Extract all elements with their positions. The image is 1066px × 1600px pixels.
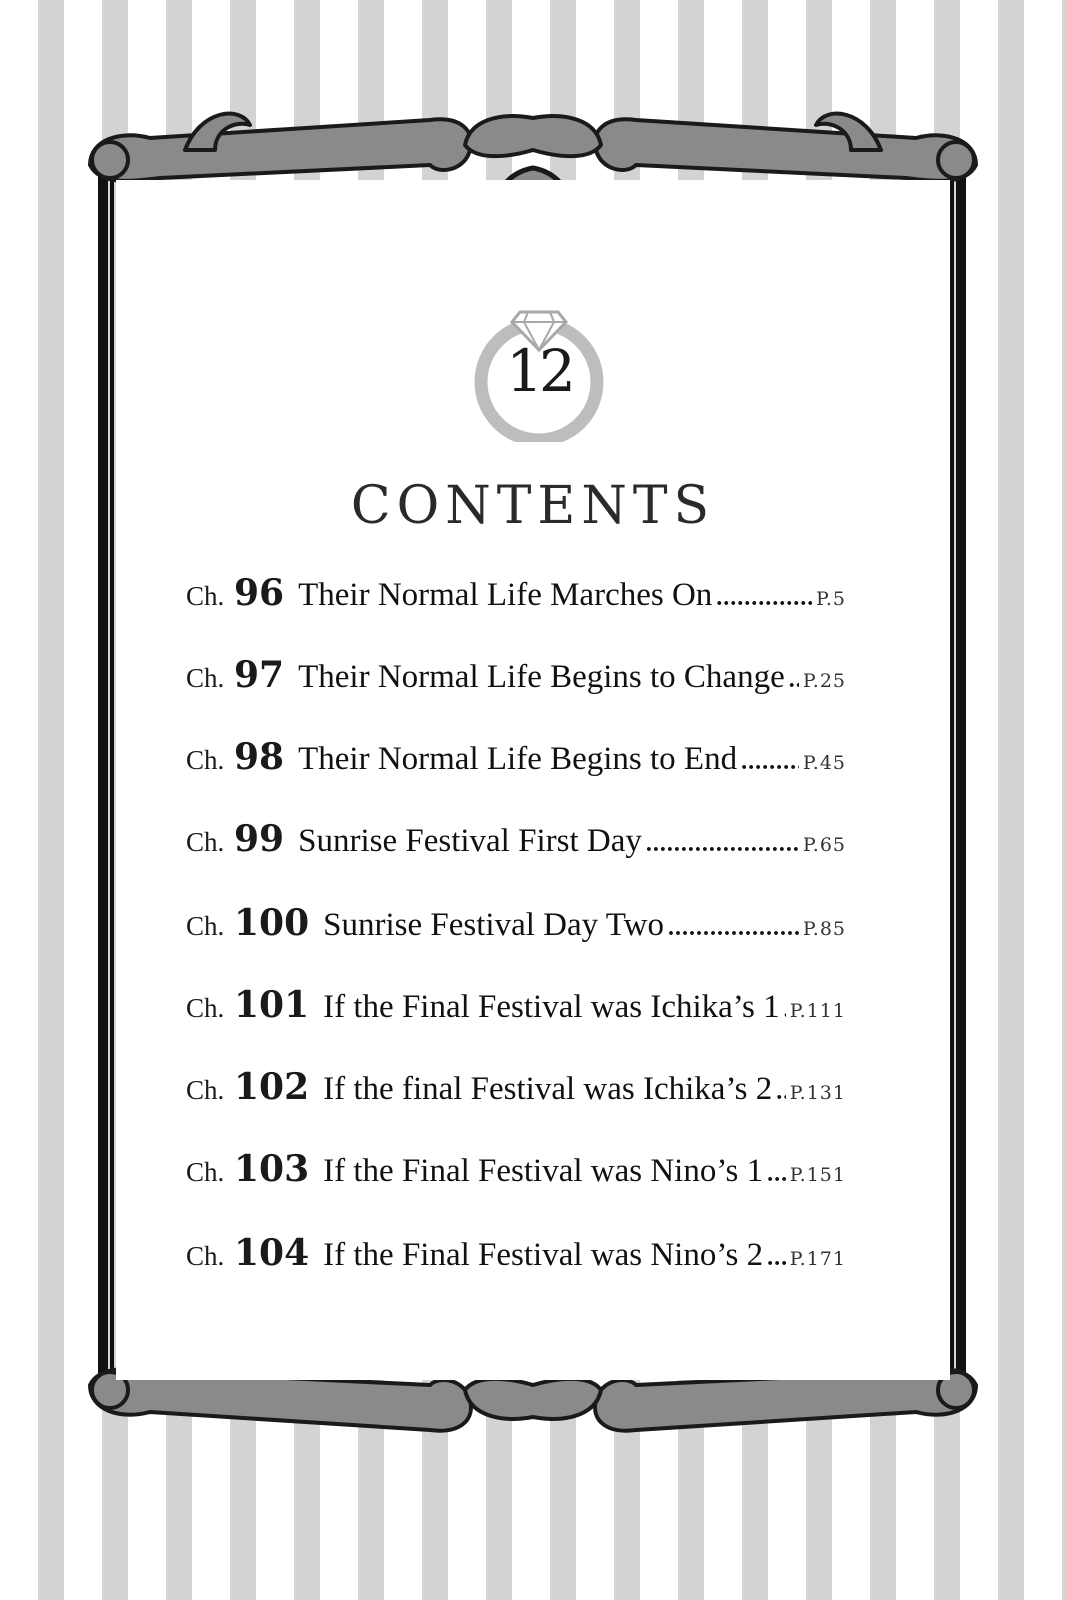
left-rail-inner (110, 170, 114, 1400)
dot-leader (789, 667, 799, 694)
dot-leader (767, 1161, 786, 1188)
toc-entry-102[interactable] (186, 1066, 846, 1122)
chapter-title: If the Final Festival was Nino’s 2 (323, 1237, 764, 1273)
toc-entry-98[interactable] (186, 736, 846, 792)
chapter-prefix: Ch. (186, 1157, 225, 1187)
dot-leader (784, 997, 786, 1024)
toc-entry-100[interactable] (186, 902, 846, 958)
toc-entry-99[interactable] (186, 818, 846, 874)
chapter-number: 99 (234, 818, 285, 860)
chapter-prefix: Ch. (186, 911, 225, 941)
toc-entry-104[interactable] (186, 1232, 846, 1288)
chapter-title: If the Final Festival was Ichika’s 1 (323, 989, 780, 1025)
chapter-prefix: Ch. (186, 663, 225, 693)
chapter-page: P.85 (802, 918, 846, 940)
chapter-title: Their Normal Life Begins to End (298, 741, 738, 777)
dot-leader (741, 749, 799, 776)
chapter-page: P.131 (789, 1082, 846, 1104)
dot-leader (646, 831, 799, 858)
chapter-page: P.45 (802, 752, 846, 774)
chapter-prefix: Ch. (186, 827, 225, 857)
chapter-prefix: Ch. (186, 1075, 225, 1105)
chapter-number: 101 (234, 984, 310, 1026)
chapter-number: 103 (234, 1148, 310, 1190)
chapter-number: 102 (234, 1066, 310, 1108)
chapter-page: P.151 (789, 1164, 846, 1186)
dot-leader (776, 1079, 786, 1106)
chapter-page: P.171 (789, 1248, 846, 1270)
dot-leader (668, 915, 799, 942)
chapter-title: If the Final Festival was Nino’s 1 (323, 1153, 764, 1189)
dot-leader (716, 585, 812, 612)
chapter-page: P.65 (802, 834, 846, 856)
contents-heading: CONTENTS (350, 476, 716, 536)
toc-entry-101[interactable] (186, 984, 846, 1040)
chapter-page: P.111 (789, 1000, 846, 1022)
dot-leader (767, 1245, 786, 1272)
chapter-page: P.5 (815, 588, 846, 610)
chapter-title: If the final Festival was Ichika’s 2 (323, 1071, 773, 1107)
toc-entry-103[interactable] (186, 1148, 846, 1204)
chapter-title: Their Normal Life Begins to Change (298, 659, 785, 695)
toc-entry-97[interactable] (186, 654, 846, 710)
chapter-prefix: Ch. (186, 745, 225, 775)
volume-number: 12 (506, 337, 572, 405)
right-rail-outer (956, 170, 966, 1400)
chapter-number: 98 (234, 736, 285, 778)
chapter-number: 96 (234, 572, 285, 614)
chapter-prefix: Ch. (186, 993, 225, 1023)
chapter-number: 104 (234, 1232, 310, 1274)
chapter-page: P.25 (802, 670, 846, 692)
chapter-prefix: Ch. (186, 581, 225, 611)
right-rail-inner (950, 170, 954, 1400)
chapter-number: 97 (234, 654, 285, 696)
chapter-number: 100 (234, 902, 310, 944)
chapter-title: Their Normal Life Marches On (298, 577, 713, 613)
chapter-prefix: Ch. (186, 1241, 225, 1271)
chapter-title: Sunrise Festival First Day (298, 823, 642, 859)
toc-entry-96[interactable] (186, 572, 846, 628)
left-rail-outer (98, 170, 108, 1400)
chapter-title: Sunrise Festival Day Two (323, 907, 664, 943)
